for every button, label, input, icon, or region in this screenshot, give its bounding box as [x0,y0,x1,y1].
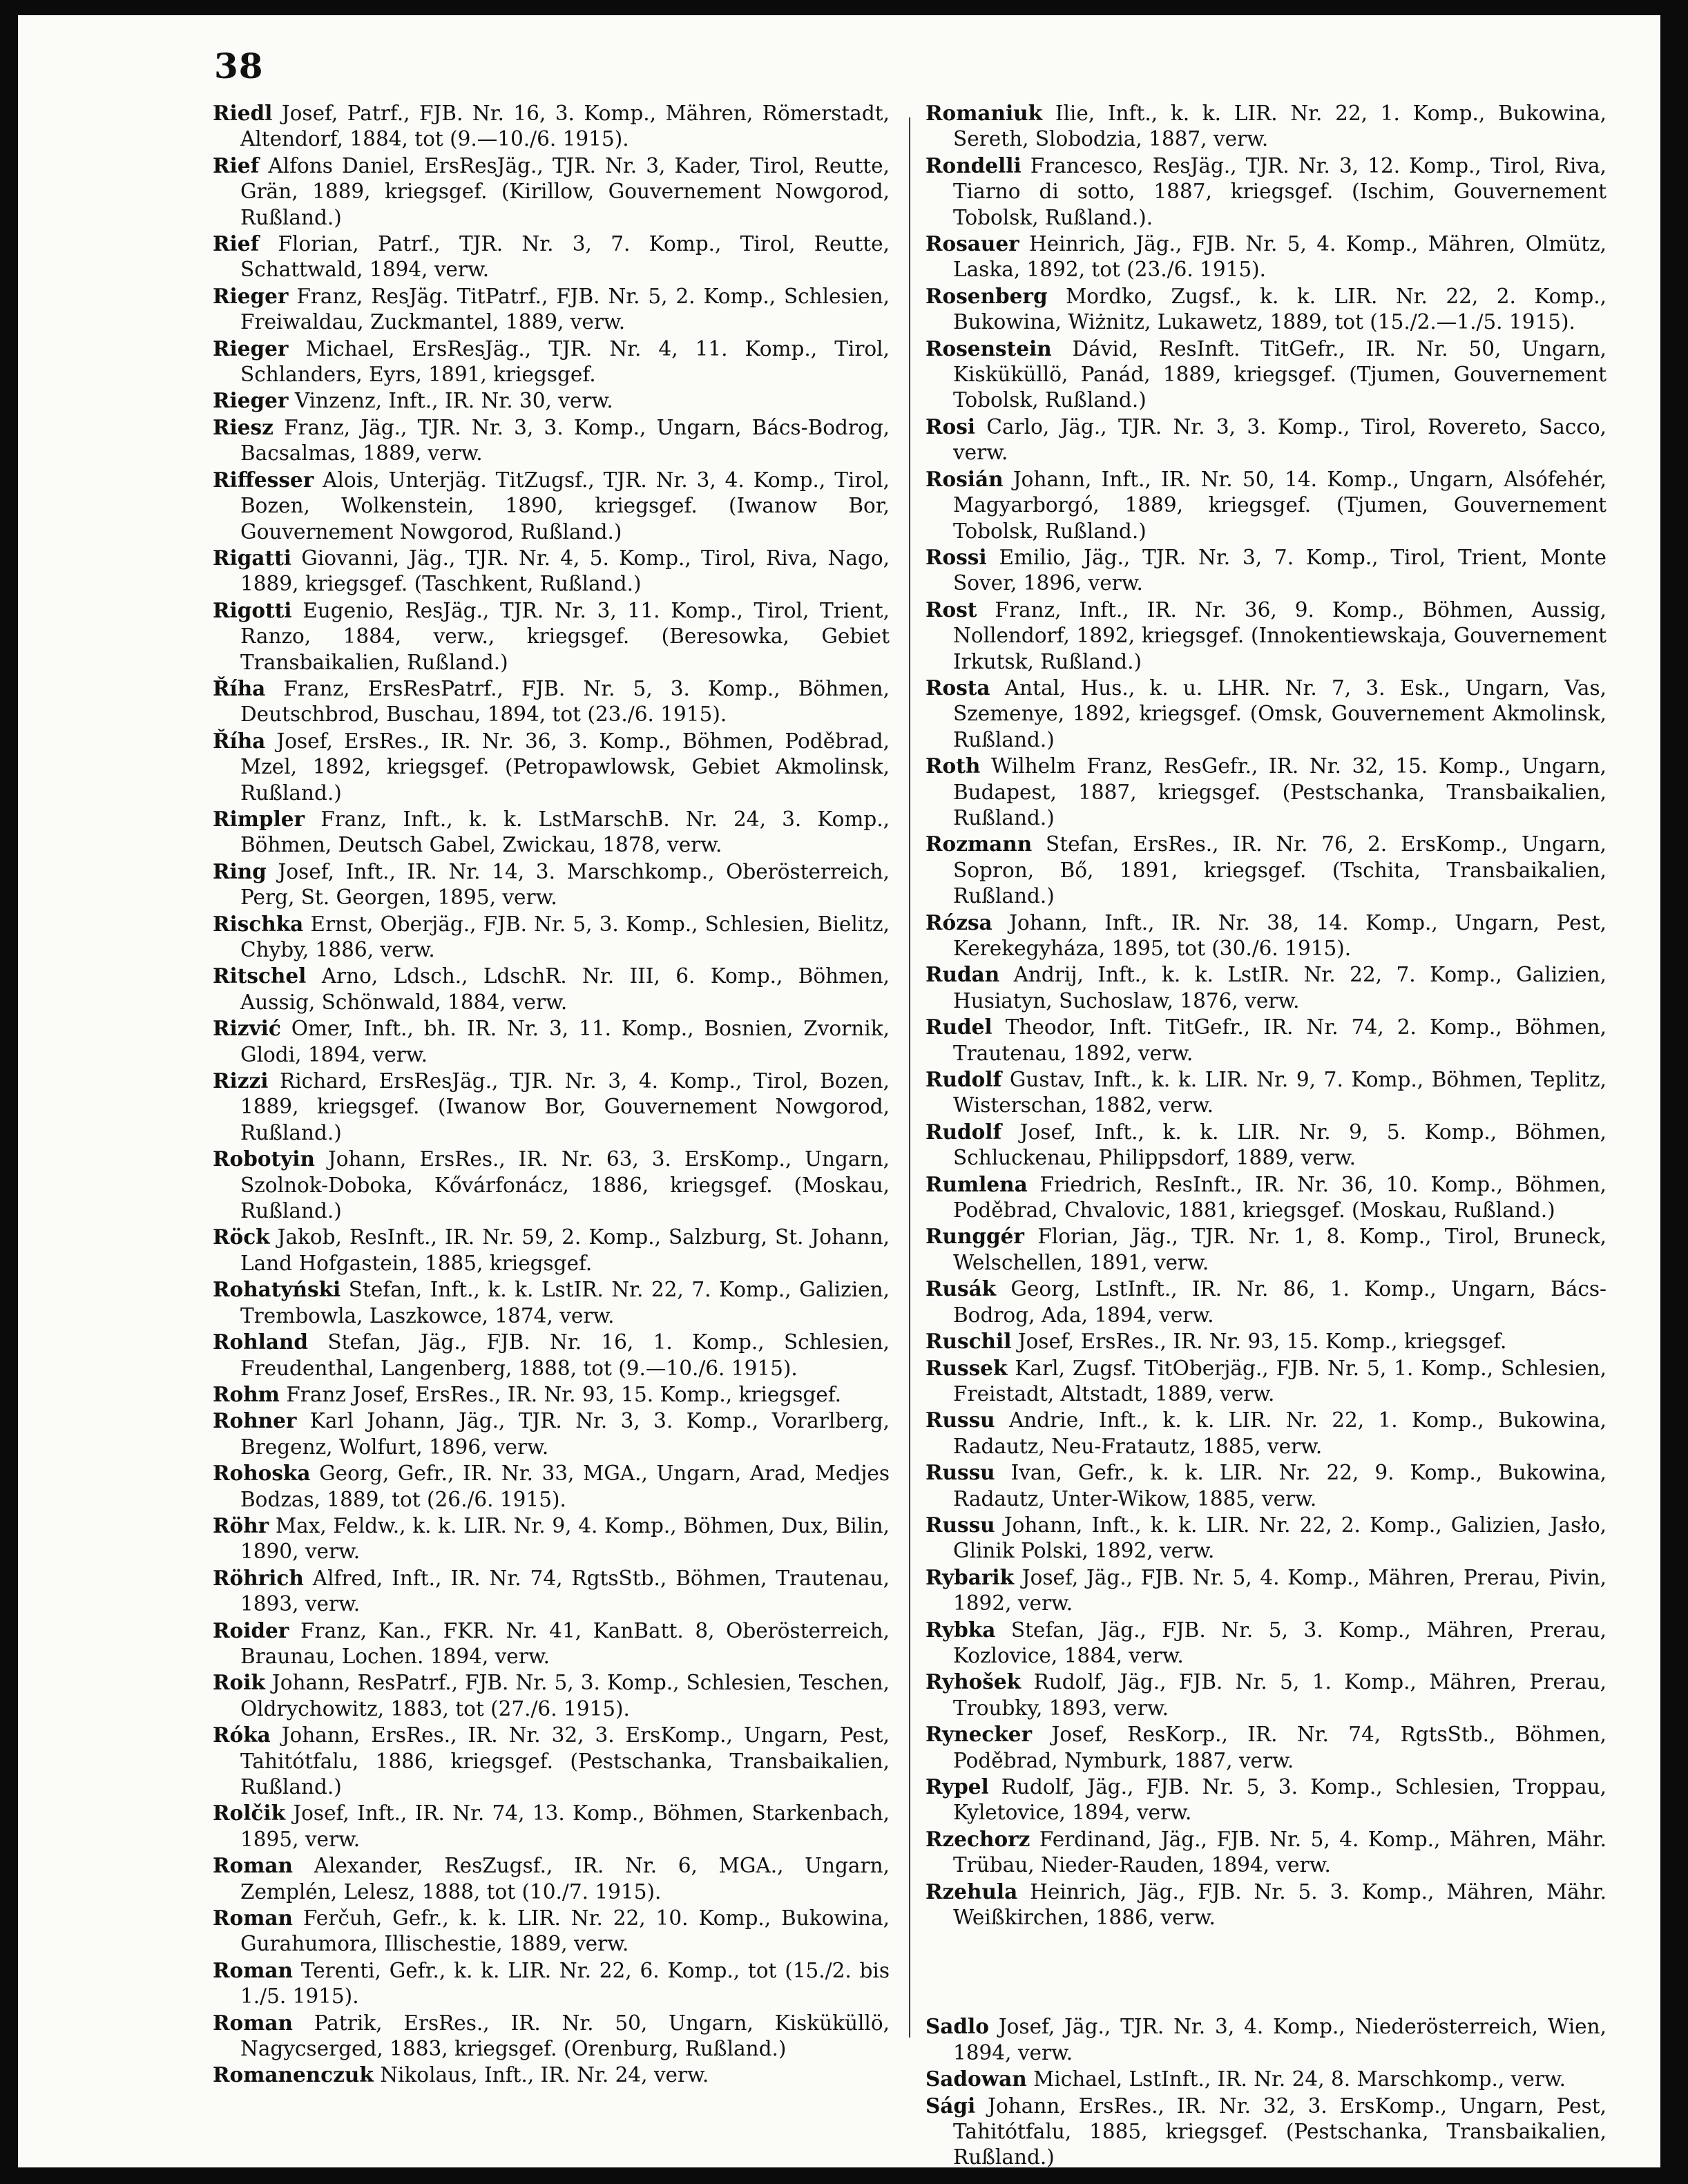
list-entry [925,336,1607,414]
entry-details: Franz, ResJäg. TitPatrf., FJB. Nr. 5, 2. Komp., Schlesien, Freiwaldau, Zuckmantel, 1889, verw. [240,284,890,334]
right-column-r-entries [925,100,1607,1931]
entry-details: Ivan, Gefr., k. k. LIR. Nr. 22, 9. Komp., Bukowina, Radautz, Unter-Wikow, 1885, verw. [953,1461,1607,1511]
entry-details: Carlo, Jäg., TJR. Nr. 3, 3. Komp., Tirol, Rovereto, Sacco, verw. [953,414,1607,465]
entry-details: Josef, Patrf., FJB. Nr. 16, 3. Komp., Mähren, Römerstadt, Altendorf, 1884, tot (9.—10./6. 1915). [240,102,890,151]
entry-details: Arno, Ldsch., LdschR. Nr. III, 6. Komp., Böhmen, Aussig, Schönwald, 1884, verw. [240,964,890,1014]
entry-surname: Romaniuk [925,101,1043,125]
entry-surname: Rusák [925,1276,997,1301]
entry-surname: Riffesser [213,467,314,492]
entry-surname: Ritschel [213,964,307,988]
list-entry [213,911,890,964]
entry-surname: Rief [213,231,260,256]
list-entry [213,1513,890,1565]
list-entry [925,231,1607,283]
entry-surname: Rigatti [213,545,291,570]
entry-surname: Ryhošek [925,1669,1022,1694]
entry-details: Franz, Kan., FKR. Nr. 41, KanBatt. 8, Oberösterreich, Braunau, Lochen. 1894, verw. [240,1618,890,1668]
list-entry [925,1564,1607,1617]
scan-border-top [0,0,1688,15]
entry-surname: Rosenberg [925,283,1048,308]
entry-surname: Romanenczuk [213,2062,374,2087]
list-entry [925,1826,1607,1879]
entry-details: Alfons Daniel, ErsResJäg., TJR. Nr. 3, Kader, Tirol, Reutte, Grän, 1889, kriegsgef. (Kirillow, Gouvernement Nowgorod, Rußland.) [240,153,890,229]
right-column-s-entries [925,2013,1607,2170]
entry-details: Friedrich, ResInft., IR. Nr. 36, 10. Komp., Böhmen, Poděbrad, Chvalovic, 1881, kriegsgef. (Moskau, Rußland.) [953,1172,1607,1223]
list-entry [213,1408,890,1460]
entry-details: Johann, ErsRes., IR. Nr. 32, 3. ErsKomp., Ungarn, Pest, Tahitótfalu, 1886, kriegsgef. (Pestschanka, Transbaikalien, Rußland.) [240,1723,890,1799]
list-entry [925,1171,1607,1224]
entry-details: Andrij, Inft., k. k. LstIR. Nr. 22, 7. Komp., Galizien, Husiatyn, Suchoslaw, 1876, verw. [953,963,1607,1013]
entry-details: Alexander, ResZugsf., IR. Nr. 6, MGA., Ungarn, Zemplén, Lelesz, 1888, tot (10./7. 1915). [240,1854,890,1904]
entry-surname: Rypel [925,1774,989,1799]
list-entry [213,2062,890,2088]
entry-surname: Rynecker [925,1722,1033,1747]
entry-details: Nikolaus, Inft., IR. Nr. 24, verw. [380,2063,709,2087]
entry-surname: Rohatyński [213,1277,341,1302]
entry-details: Heinrich, Jäg., FJB. Nr. 5. 3. Komp., Mähren, Mähr. Weißkirchen, 1886, verw. [953,1879,1607,1930]
entry-details: Gustav, Inft., k. k. LIR. Nr. 9, 7. Komp., Böhmen, Teplitz, Wisterschan, 1882, verw. [953,1068,1607,1118]
entry-surname: Röhr [213,1513,269,1538]
entry-surname: Rozmann [925,832,1033,856]
list-entry [213,1068,890,1146]
entry-details: Terenti, Gefr., k. k. LIR. Nr. 22, 6. Komp., tot (15./2. bis 1./5. 1915). [240,1958,890,2009]
list-entry [213,806,890,859]
entry-surname: Robotyin [213,1147,315,1171]
entry-surname: Roik [213,1670,265,1695]
list-entry [925,1459,1607,1512]
list-entry [925,1512,1607,1564]
entry-details: Ernst, Oberjäg., FJB. Nr. 5, 3. Komp., Schlesien, Bielitz, Chyby, 1886, verw. [240,912,890,961]
entry-surname: Roman [213,1957,293,1982]
entry-details: Franz, Inft., k. k. LstMarschB. Nr. 24, 3. Komp., Böhmen, Deutsch Gabel, Zwickau, 1878, verw. [240,807,890,857]
list-entry [925,1617,1607,1669]
entry-surname: Russu [925,1408,995,1433]
list-entry [925,1669,1607,1721]
entry-details: Georg, LstInft., IR. Nr. 86, 1. Komp., Ungarn, Bács-Bodrog, Ada, 1894, verw. [953,1277,1607,1327]
entry-surname: Rieger [213,388,289,413]
entry-details: Ferdinand, Jäg., FJB. Nr. 5, 4. Komp., Mähren, Mähr. Trübau, Nieder-Rauden, 1894, verw. [953,1827,1607,1877]
entry-surname: Rieger [213,336,289,361]
list-entry [925,283,1607,336]
entry-details: Johann, Inft., IR. Nr. 50, 14. Komp., Ungarn, Alsófehér, Magyarborgó, 1889, kriegsgef. (Tjumen, Gouvernement Tobolsk, Rußland.) [953,467,1607,543]
entry-surname: Rosauer [925,231,1019,256]
entry-surname: Sági [925,2093,976,2118]
entry-details: Johann, Inft., IR. Nr. 38, 14. Komp., Ungarn, Pest, Kerekegyháza, 1895, tot (30./6. 1915). [953,910,1607,960]
list-entry [213,728,890,806]
entry-details: Josef, Jäg., TJR. Nr. 3, 4. Komp., Niederösterreich, Wien, 1894, verw. [953,2015,1607,2065]
entry-details: Florian, Patrf., TJR. Nr. 3, 7. Komp., Tirol, Reutte, Schattwald, 1894, verw. [240,232,890,282]
entry-surname: Riesz [213,414,274,439]
section-gap [925,1931,1607,2013]
list-entry [213,1957,890,2010]
entry-surname: Rischka [213,911,304,936]
entry-details: Heinrich, Jäg., FJB. Nr. 5, 4. Komp., Mähren, Olmütz, Laska, 1892, tot (23./6. 1915). [953,232,1607,282]
entry-surname: Röhrich [213,1565,304,1590]
entry-surname: Russek [925,1355,1008,1380]
list-entry [213,1276,890,1329]
list-entry [925,1355,1607,1408]
entry-surname: Runggér [925,1224,1024,1249]
entry-details: Florian, Jäg., TJR. Nr. 1, 8. Komp., Tirol, Bruneck, Welschellen, 1891, verw. [953,1225,1607,1274]
list-entry [925,910,1607,962]
entry-surname: Roider [213,1618,289,1642]
entry-details: Franz Josef, ErsRes., IR. Nr. 93, 15. Komp., kriegsgef. [286,1382,841,1406]
entry-details: Josef, ErsRes., IR. Nr. 93, 15. Komp., kriegsgef. [1017,1330,1507,1354]
entry-surname: Rolčik [213,1801,286,1826]
entry-surname: Rieger [213,283,289,308]
page-number: 38 [214,46,264,86]
entry-surname: Riedl [213,101,273,125]
list-entry [213,1460,890,1513]
entry-surname: Röck [213,1225,270,1249]
entry-surname: Rohland [213,1330,309,1354]
list-entry [925,597,1607,675]
entry-details: Eugenio, ResJäg., TJR. Nr. 3, 11. Komp., Tirol, Trient, Ranzo, 1884, verw., kriegsgef. (Beresowka, Gebiet Transbaikalien, Rußland.) [240,598,890,674]
entry-details: Stefan, Jäg., FJB. Nr. 5, 3. Komp., Mähren, Prerau, Kozlovice, 1884, verw. [953,1618,1607,1667]
list-entry [213,1224,890,1276]
list-entry [925,1721,1607,1774]
entry-surname: Rohm [213,1381,280,1406]
entry-surname: Rosenstein [925,336,1052,361]
entry-details: Karl Johann, Jäg., TJR. Nr. 3, 3. Komp., Vorarlberg, Bregenz, Wolfurt, 1896, verw. [240,1409,890,1459]
entry-surname: Roman [213,2010,293,2035]
list-entry [213,231,890,283]
entry-surname: Rybarik [925,1564,1015,1589]
entry-surname: Rohoska [213,1461,311,1486]
entry-details: Antal, Hus., k. u. LHR. Nr. 7, 3. Esk., Ungarn, Vas, Szemenye, 1892, kriegsgef. (Omsk, Gouvernement Akmolinsk, Rußland.) [953,676,1607,751]
list-entry [925,831,1607,909]
list-entry [925,1119,1607,1171]
entry-details: Michael, LstInft., IR. Nr. 24, 8. Marschkomp., verw. [1033,2067,1566,2091]
entry-details: Vinzenz, Inft., IR. Nr. 30, verw. [294,389,613,413]
list-entry [925,2093,1607,2171]
list-entry [213,1146,890,1224]
entry-details: Ferčuh, Gefr., k. k. LIR. Nr. 22, 10. Komp., Bukowina, Gurahumora, Illischestie, 1889, verw. [240,1906,890,1956]
entry-surname: Roman [213,1853,293,1878]
entry-details: Johann, ErsRes., IR. Nr. 32, 3. ErsKomp., Ungarn, Pest, Tahitótfalu, 1885, kriegsgef. (Pestschanka, Transbaikalien, Rußland.) [953,2094,1607,2169]
list-entry [213,1905,890,1957]
list-entry [213,545,890,597]
entry-surname: Rossi [925,544,987,569]
entry-surname: Russu [925,1460,995,1485]
entry-details: Dávid, ResInft. TitGefr., IR. Nr. 50, Ungarn, Kisküküllö, Panád, 1889, kriegsgef. (Tjumen, Gouvernement Tobolsk, Rußland.) [953,336,1607,412]
entry-details: Jakob, ResInft., IR. Nr. 59, 2. Komp., Salzburg, St. Johann, Land Hofgastein, 1885, kriegsgef. [240,1225,890,1275]
entry-details: Emilio, Jäg., TJR. Nr. 3, 7. Komp., Tirol, Trient, Monte Sover, 1896, verw. [953,545,1607,595]
entry-surname: Rybka [925,1617,996,1642]
entry-details: Franz, Inft., IR. Nr. 36, 9. Komp., Böhmen, Aussig, Nollendorf, 1892, kriegsgef. (Innokentiewskaja, Gouvernement Irkutsk, Rußland.) [953,597,1607,673]
entry-details: Wilhelm Franz, ResGefr., IR. Nr. 32, 15. Komp., Ungarn, Budapest, 1887, kriegsgef. (Pestschanka, Transbaikalien, Rußland.) [953,754,1607,830]
list-entry [213,1015,890,1068]
entry-details: Josef, Inft., IR. Nr. 74, 13. Komp., Böhmen, Starkenbach, 1895, verw. [240,1801,890,1851]
list-entry [925,1407,1607,1459]
list-entry [925,1223,1607,1276]
list-entry [925,466,1607,544]
list-entry [925,2013,1607,2066]
entry-surname: Rief [213,153,260,178]
entry-details: Johann, Inft., k. k. LIR. Nr. 22, 2. Komp., Galizien, Jasło, Glinik Polski, 1892, verw. [953,1513,1607,1563]
list-entry [213,676,890,728]
list-entry [213,414,890,467]
list-entry [925,1014,1607,1066]
entry-surname: Rondelli [925,153,1022,178]
entry-details: Karl, Zugsf. TitOberjäg., FJB. Nr. 5, 1. Komp., Schlesien, Freistadt, Altstadt, 1889, verw. [953,1356,1607,1406]
entry-surname: Rimpler [213,806,305,831]
entry-details: Patrik, ErsRes., IR. Nr. 50, Ungarn, Kisküküllö, Nagycserged, 1883, kriegsgef. (Orenburg, Rußland.) [240,2011,890,2061]
entry-surname: Róka [213,1723,271,1747]
entry-details: Johann, ErsRes., IR. Nr. 63, 3. ErsKomp., Ungarn, Szolnok-Doboka, Kővárfonácz, 1886, kriegsgef. (Moskau, Rußland.) [240,1147,890,1223]
entry-surname: Rudolf [925,1067,1002,1092]
entry-surname: Říha [213,728,266,753]
list-entry [213,859,890,911]
entry-surname: Sadlo [925,2014,989,2039]
left-column [213,100,890,2089]
entry-surname: Rumlena [925,1171,1028,1196]
list-entry [213,1852,890,1905]
entry-details: Josef, Jäg., FJB. Nr. 5, 4. Komp., Mähren, Prerau, Pivin, 1892, verw. [953,1565,1607,1616]
entry-surname: Russu [925,1512,995,1537]
entry-details: Josef, Inft., k. k. LIR. Nr. 9, 5. Komp., Böhmen, Schluckenau, Philippsdorf, 1889, verw. [953,1120,1607,1170]
entry-details: Stefan, Jäg., FJB. Nr. 16, 1. Komp., Schlesien, Freudenthal, Langenberg, 1888, tot (9.—10./6. 1915). [240,1330,890,1380]
list-entry [925,2066,1607,2092]
list-entry [925,1066,1607,1119]
entry-details: Rudolf, Jäg., FJB. Nr. 5, 1. Komp., Mähren, Prerau, Troubky, 1893, verw. [953,1670,1607,1720]
entry-details: Franz, ErsResPatrf., FJB. Nr. 5, 3. Komp., Böhmen, Deutschbrod, Buschau, 1894, tot (23./6. 1915). [240,676,890,727]
entry-details: Franz, Jäg., TJR. Nr. 3, 3. Komp., Ungarn, Bács-Bodrog, Bacsalmas, 1889, verw. [240,415,890,466]
entry-surname: Rohner [213,1408,297,1433]
entry-details: Francesco, ResJäg., TJR. Nr. 3, 12. Komp., Tirol, Riva, Tiarno di sotto, 1887, kriegsgef. (Ischim, Gouvernement Tobolsk, Rußland.). [953,153,1607,229]
entry-surname: Rudolf [925,1119,1002,1144]
scan-border-left [0,0,18,2184]
entry-surname: Rudel [925,1015,992,1040]
entry-surname: Rosián [925,466,1004,491]
list-entry [925,414,1607,466]
list-entry [213,100,890,153]
list-entry [925,753,1607,831]
list-entry [213,1618,890,1670]
entry-surname: Rzehula [925,1879,1018,1904]
list-entry [925,544,1607,597]
entry-details: Ilie, Inft., k. k. LIR. Nr. 22, 1. Komp., Bukowina, Sereth, Slobodzia, 1887, verw. [953,102,1607,151]
list-entry [213,2010,890,2062]
entry-details: Josef, ErsRes., IR. Nr. 36, 3. Komp., Böhmen, Poděbrad, Mzel, 1892, kriegsgef. (Petropawlowsk, Gebiet Akmolinsk, Rußland.) [240,729,890,805]
list-entry [213,1722,890,1800]
entry-surname: Rizzi [213,1069,269,1093]
entry-details: Max, Feldw., k. k. LIR. Nr. 9, 4. Komp., Böhmen, Dux, Bilin, 1890, verw. [240,1513,890,1564]
entry-details: Stefan, ErsRes., IR. Nr. 76, 2. ErsKomp., Ungarn, Sopron, Bő, 1891, kriegsgef. (Tschita, Transbaikalien, Rußland.) [953,832,1607,908]
entry-surname: Rosi [925,414,976,439]
list-entry [213,1669,890,1722]
list-entry [213,1329,890,1381]
entry-details: Johann, ResPatrf., FJB. Nr. 5, 3. Komp., Schlesien, Teschen, Oldrychowitz, 1883, tot (27./6. 1915). [240,1671,890,1721]
right-column [925,100,1607,2171]
entry-details: Mordko, Zugsf., k. k. LIR. Nr. 22, 2. Komp., Bukowina, Wiżnitz, Lukawetz, 1889, tot (15./2.—1./5. 1915). [953,284,1607,334]
entry-details: Theodor, Inft. TitGefr., IR. Nr. 74, 2. Komp., Böhmen, Trautenau, 1892, verw. [953,1015,1607,1065]
entry-surname: Rost [925,597,977,622]
column-divider [909,117,910,2038]
list-entry [213,283,890,336]
entry-details: Georg, Gefr., IR. Nr. 33, MGA., Ungarn, Arad, Medjes Bodzas, 1889, tot (26./6. 1915). [240,1462,890,1511]
entry-details: Michael, ErsResJäg., TJR. Nr. 4, 11. Komp., Tirol, Schlanders, Eyrs, 1891, kriegsgef. [240,336,890,387]
entry-details: Rudolf, Jäg., FJB. Nr. 5, 3. Komp., Schlesien, Troppau, Kyletovice, 1894, verw. [953,1775,1607,1825]
entry-surname: Ruschil [925,1329,1012,1354]
entry-surname: Rosta [925,675,990,700]
entry-details: Josef, ResKorp., IR. Nr. 74, RgtsStb., Böhmen, Poděbrad, Nymburk, 1887, verw. [953,1723,1607,1772]
list-entry [213,1800,890,1852]
entry-surname: Rudan [925,962,1000,987]
entry-surname: Říha [213,676,266,700]
list-entry [925,1879,1607,1931]
list-entry [213,1381,890,1408]
list-entry [213,1565,890,1618]
entry-details: Alfred, Inft., IR. Nr. 74, RgtsStb., Böhmen, Trautenau, 1893, verw. [240,1566,890,1616]
list-entry [925,1276,1607,1328]
list-entry [213,467,890,545]
list-entry [213,597,890,676]
entry-surname: Roman [213,1906,293,1931]
entry-surname: Rigotti [213,597,292,622]
entry-surname: Rizvić [213,1016,281,1041]
list-entry [213,336,890,388]
entry-surname: Rózsa [925,910,992,935]
entry-details: Alois, Unterjäg. TitZugsf., TJR. Nr. 3, 4. Komp., Tirol, Bozen, Wolkenstein, 1890, kriegsgef. (Iwanow Bor, Gouvernement Nowgorod, Rußland.) [240,468,890,544]
entry-details: Omer, Inft., bh. IR. Nr. 3, 11. Komp., Bosnien, Zvornik, Glodi, 1894, verw. [240,1017,890,1066]
list-entry [213,963,890,1015]
list-entry [213,153,890,231]
list-entry [925,675,1607,753]
entry-details: Giovanni, Jäg., TJR. Nr. 4, 5. Komp., Tirol, Riva, Nago, 1889, kriegsgef. (Taschkent, Rußland.) [240,546,890,596]
entry-details: Andrie, Inft., k. k. LIR. Nr. 22, 1. Komp., Bukowina, Radautz, Neu-Fratautz, 1885, verw. [953,1408,1607,1458]
entry-details: Josef, Inft., IR. Nr. 14, 3. Marschkomp., Oberösterreich, Perg, St. Georgen, 1895, verw. [240,859,890,910]
entry-surname: Roth [925,754,981,778]
entry-surname: Sadowan [925,2067,1027,2091]
entry-surname: Ring [213,859,267,883]
entry-details: Richard, ErsResJäg., TJR. Nr. 3, 4. Komp., Tirol, Bozen, 1889, kriegsgef. (Iwanow Bor, Gouvernement Nowgorod, Rußland.) [240,1069,890,1144]
list-entry [925,1774,1607,1826]
list-entry [925,153,1607,231]
scan-border-right [1660,0,1688,2184]
list-entry [925,100,1607,153]
entry-surname: Rzechorz [925,1826,1030,1851]
list-entry [925,961,1607,1014]
list-entry [213,387,890,414]
entry-details: Stefan, Inft., k. k. LstIR. Nr. 22, 7. Komp., Galizien, Trembowla, Laszkowce, 1874, verw. [240,1278,890,1328]
list-entry [925,1328,1607,1354]
